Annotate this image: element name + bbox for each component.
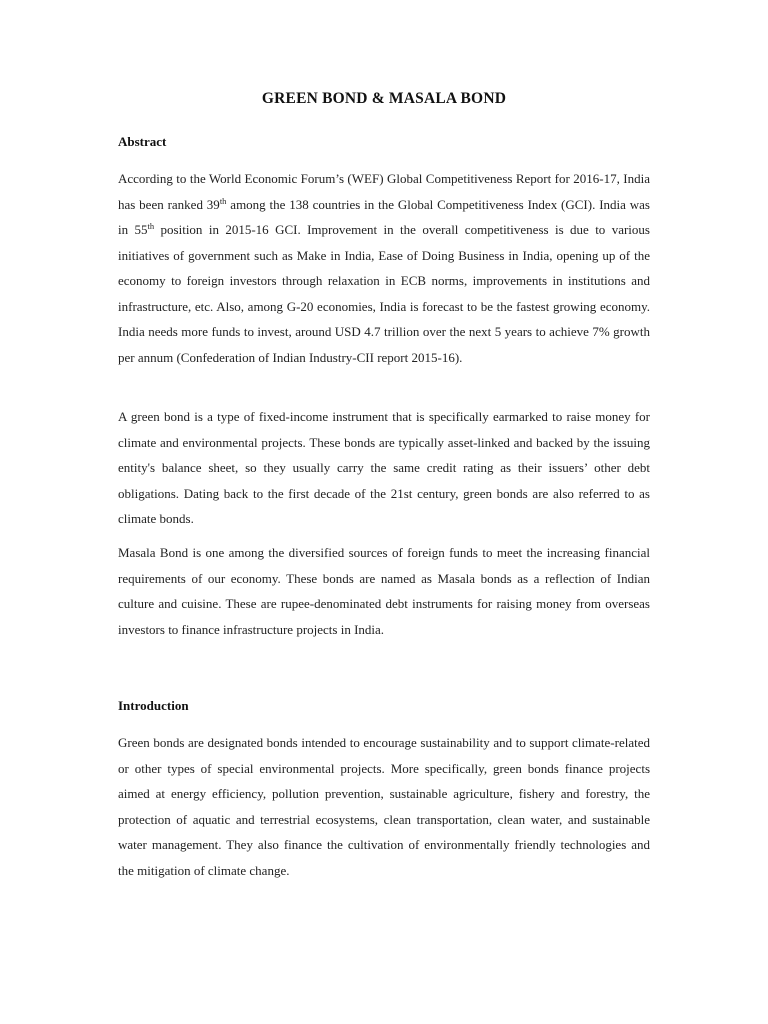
- introduction-heading: Introduction: [118, 698, 189, 713]
- abstract-paragraph-3: Masala Bond is one among the diversified sources of foreign funds to meet the increasing financial requirements of our economy. These bonds are named as Masala bonds as a reflection of Indian culture and cuisine. These are rupee-denominated debt instruments for raising money from overseas investors to finance infrastructure projects in India.: [118, 545, 650, 637]
- abstract-paragraph-1: [118, 166, 650, 370]
- abstract-paragraph-2: A green bond is a type of fixed-income instrument that is specifically earmarked to raise money for climate and environmental projects. These bonds are typically asset-linked and backed by the issuing entity's balance sheet, so they usually carry the same credit rating as their issuers’ other debt obligations. Dating back to the first decade of the 21st century, green bonds are also referred to as climate bonds.: [118, 409, 650, 526]
- introduction-paragraph-1: Green bonds are designated bonds intended to encourage sustainability and to support climate-related or other types of special environmental projects. More specifically, green bonds finance projects aimed at energy efficiency, pollution prevention, sustainable agriculture, fishery and forestry, the protection of aquatic and terrestrial ecosystems, clean transportation, clean water, and sustainable water management. They also finance the cultivation of environmentally friendly technologies and the mitigation of climate change.: [118, 735, 650, 878]
- document-title: GREEN BOND & MASALA BOND: [261, 90, 507, 107]
- abstract-heading: Abstract: [118, 134, 167, 149]
- ordinal-superscript-1: th: [219, 195, 227, 206]
- abstract-p1-text-1: According to the World Economic Forum’s (WEF) Global Competitiveness Report for 2016-17, India has been ranked 39: [118, 171, 650, 212]
- ordinal-superscript-2: th: [147, 221, 155, 231]
- abstract-p1-text-2: among the 138 countries in the Global Competitiveness Index (GCI). India was in 55: [118, 196, 650, 237]
- abstract-p1-text-3: position in 2015-16 GCI. Improvement in the overall competitiveness is due to various initiatives of government such as Make in India, Ease of Doing Business in India, opening up of the economy to foreign investors through relaxation in ECB norms, improvements in institutions and infrastructure, etc. Also, among G-20 economies, India is forecast to be the fastest growing economy. India needs more funds to invest, around USD 4.7 trillion over the next 5 years to achieve 7% growth per annum (Confederation of Indian Industry-CII report 2015-16).: [118, 222, 650, 365]
